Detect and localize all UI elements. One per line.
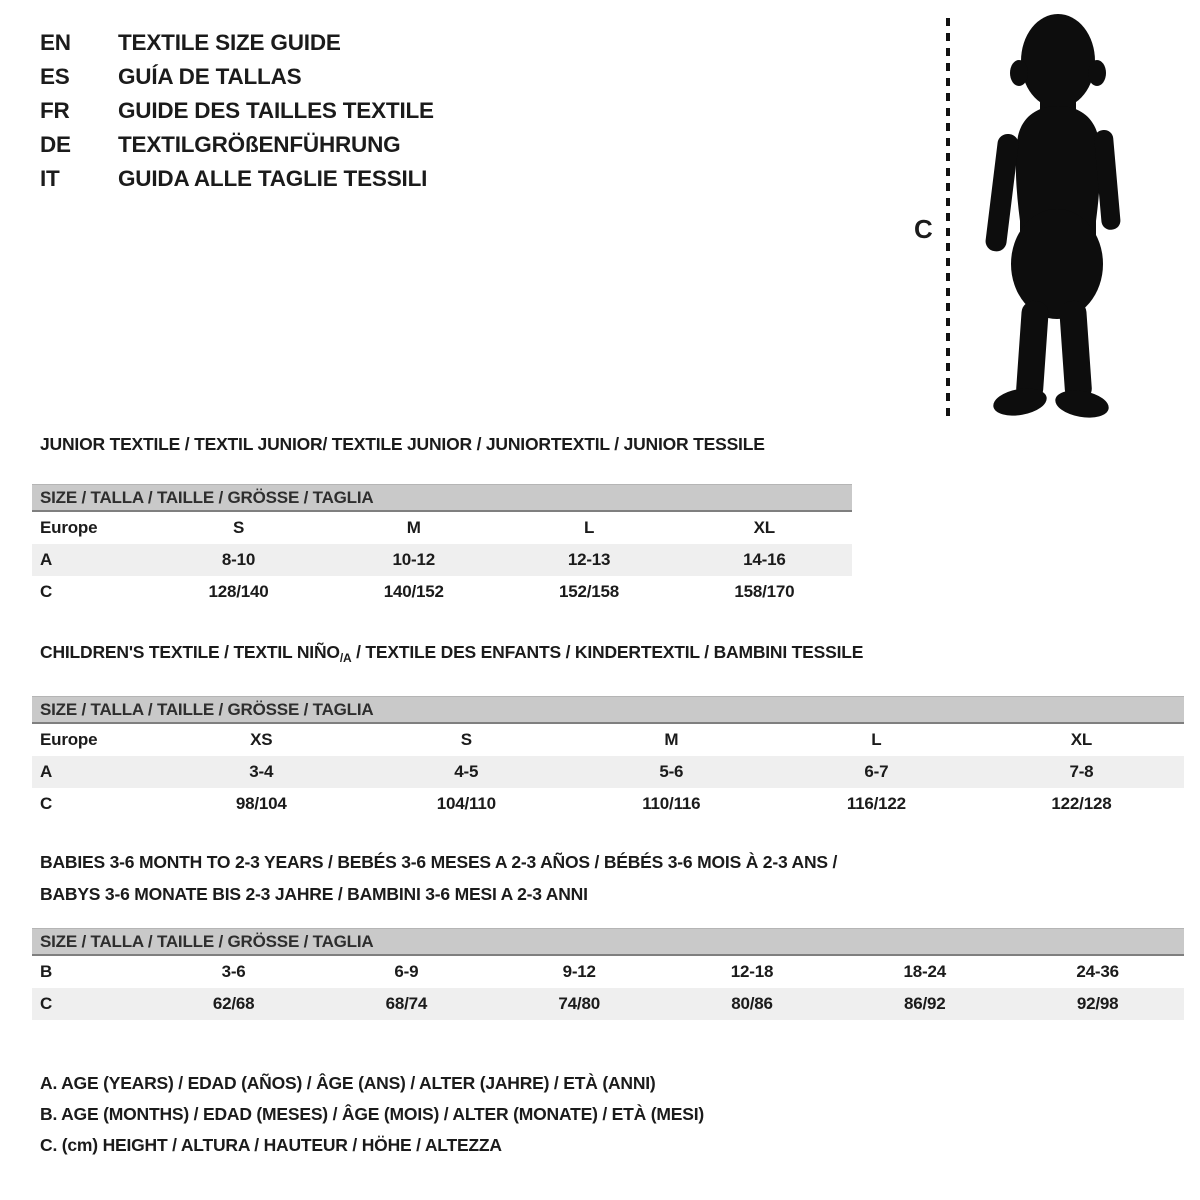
table-cell: L: [871, 730, 882, 749]
height-dashed-line-icon: [944, 18, 952, 416]
table-cell: 3-6: [221, 962, 246, 981]
language-row-fr: [40, 94, 434, 128]
babies-section-title: [32, 846, 1184, 910]
language-row-es: [40, 60, 434, 94]
table-cell: 116/122: [846, 794, 906, 813]
table-cell: M: [406, 518, 421, 537]
table-cell: 128/140: [208, 582, 269, 601]
table-cell: 86/92: [904, 994, 946, 1013]
children-size-header-bar: SIZE / TALLA / TAILLE / GRÖSSE / TAGLIA: [32, 696, 1184, 724]
table-cell: 12-13: [567, 550, 611, 569]
junior-europe-row: [32, 512, 852, 544]
table-cell: 4-5: [454, 762, 479, 781]
measurement-legend: [40, 1068, 704, 1161]
legend-line-age-years: A. AGE (YEARS) / EDAD (AÑOS) / ÂGE (ANS) / ALTER (JAHRE) / ETÀ (ANNI): [40, 1073, 656, 1093]
row-label: B: [40, 962, 53, 981]
children-title-subscript: /A: [339, 651, 352, 665]
language-code: ES: [40, 64, 70, 89]
junior-section-title: JUNIOR TEXTILE / TEXTIL JUNIOR/ TEXTILE JUNIOR / JUNIORTEXTIL / JUNIOR TESSILE: [40, 434, 765, 454]
junior-section: [32, 434, 852, 608]
babies-height-row: [32, 988, 1184, 1020]
table-cell: XS: [250, 730, 273, 749]
guide-title-en: TEXTILE SIZE GUIDE: [118, 30, 341, 55]
table-cell: S: [460, 730, 472, 749]
row-label: C: [40, 794, 53, 813]
table-cell: 18-24: [903, 962, 947, 981]
row-label: Europe: [40, 518, 98, 537]
table-cell: 5-6: [659, 762, 684, 781]
table-cell: 68/74: [385, 994, 428, 1013]
table-cell: M: [664, 730, 679, 749]
language-code: DE: [40, 132, 71, 157]
table-cell: 10-12: [392, 550, 436, 569]
table-cell: XL: [1070, 730, 1093, 749]
language-title-list: [40, 26, 434, 196]
children-section-title: [32, 642, 1184, 668]
language-code: EN: [40, 30, 71, 55]
children-title-post: / TEXTILE DES ENFANTS / KINDERTEXTIL / BAMBINI TESSILE: [351, 642, 864, 662]
children-section: [32, 642, 1184, 820]
table-cell: 14-16: [743, 550, 786, 569]
height-measure-label: C: [914, 214, 933, 244]
junior-size-table: [32, 512, 852, 608]
table-cell: L: [583, 518, 595, 537]
table-cell: 9-12: [562, 962, 596, 981]
row-label: C: [40, 582, 53, 601]
babies-size-table: [32, 956, 1184, 1020]
babies-title-line1: BABIES 3-6 MONTH TO 2-3 YEARS / BEBÉS 3-6 MESES A 2-3 AÑOS / BÉBÉS 3-6 MOIS À 2-3 ANS /: [40, 852, 838, 872]
babies-title-line2: BABYS 3-6 MONATE BIS 2-3 JAHRE / BAMBINI 3-6 MESI A 2-3 ANNI: [40, 884, 588, 904]
guide-title-de: TEXTILGRÖßENFÜHRUNG: [118, 132, 401, 157]
table-cell: 104/110: [436, 794, 496, 813]
row-label: C: [40, 994, 53, 1013]
table-cell: 110/116: [642, 794, 701, 813]
language-code: IT: [40, 166, 60, 191]
table-cell: 7-8: [1069, 762, 1094, 781]
table-cell: 12-18: [730, 962, 774, 981]
table-cell: S: [232, 518, 245, 537]
table-cell: 8-10: [221, 550, 256, 569]
toddler-silhouette-icon: [958, 6, 1148, 421]
children-age-row: [32, 756, 1184, 788]
babies-size-header-bar: SIZE / TALLA / TAILLE / GRÖSSE / TAGLIA: [32, 928, 1184, 956]
guide-title-es: GUÍA DE TALLAS: [118, 64, 302, 89]
language-row-de: [40, 128, 434, 162]
table-cell: 80/86: [731, 994, 773, 1013]
row-label: A: [40, 762, 53, 781]
children-height-row: [32, 788, 1184, 820]
guide-title-fr: GUIDE DES TAILLES TEXTILE: [118, 98, 434, 123]
language-row-it: [40, 162, 434, 196]
children-europe-row: [32, 724, 1184, 756]
table-cell: 98/104: [235, 794, 287, 813]
babies-section: [32, 846, 1184, 1020]
children-title-pre: CHILDREN'S TEXTILE / TEXTIL NIÑO: [40, 642, 340, 662]
table-cell: XL: [753, 518, 775, 537]
table-cell: 6-9: [394, 962, 419, 981]
guide-title-it: GUIDA ALLE TAGLIE TESSILI: [118, 166, 428, 191]
babies-months-row: [32, 956, 1184, 988]
table-cell: 140/152: [383, 582, 444, 601]
table-cell: 62/68: [212, 994, 255, 1013]
legend-line-height: C. (cm) HEIGHT / ALTURA / HAUTEUR / HÖHE / ALTEZZA: [40, 1135, 502, 1155]
table-cell: 158/170: [734, 582, 795, 601]
junior-height-row: [32, 576, 852, 608]
table-cell: 3-4: [249, 762, 274, 781]
legend-line-age-months: B. AGE (MONTHS) / EDAD (MESES) / ÂGE (MOIS) / ALTER (MONATE) / ETÀ (MESI): [40, 1104, 704, 1124]
table-cell: 6-7: [864, 762, 889, 781]
language-code: FR: [40, 98, 70, 123]
junior-size-header-bar: SIZE / TALLA / TAILLE / GRÖSSE / TAGLIA: [32, 484, 852, 512]
children-size-table: [32, 724, 1184, 820]
row-label: Europe: [40, 730, 98, 749]
table-cell: 92/98: [1076, 994, 1119, 1013]
table-cell: 152/158: [559, 582, 620, 601]
table-cell: 74/80: [558, 994, 600, 1013]
table-cell: 24-36: [1076, 962, 1119, 981]
junior-age-row: [32, 544, 852, 576]
language-row-en: [40, 26, 434, 60]
row-label: A: [40, 550, 53, 569]
table-cell: 122/128: [1051, 794, 1112, 813]
